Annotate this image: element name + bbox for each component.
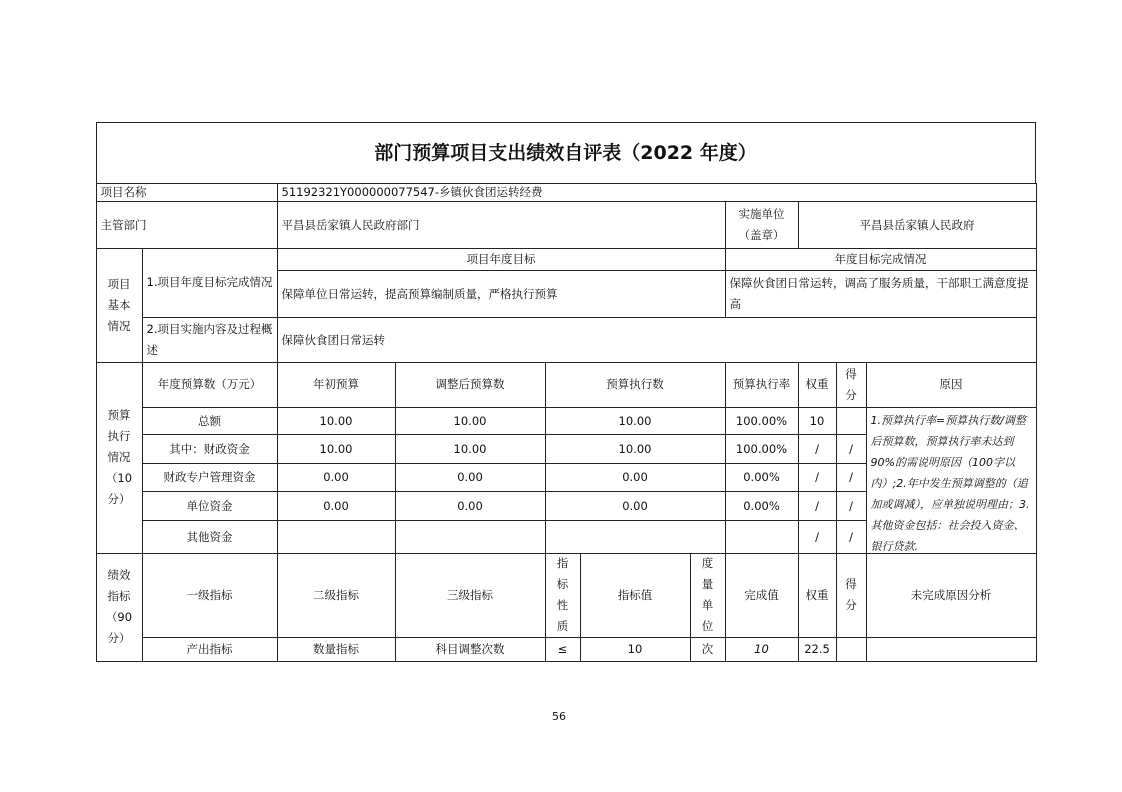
performance-header: 度 量 单 位 [690, 553, 726, 638]
performance-header: 一级指标 [142, 553, 278, 638]
performance-cell: 次 [690, 637, 726, 662]
budget-cell [725, 520, 799, 555]
performance-label: 绩效 指标 （90 分） [96, 553, 143, 662]
performance-header: 三级指标 [395, 553, 546, 638]
budget-cell: 10.00 [395, 434, 546, 464]
budget-cell: 10 [798, 407, 837, 435]
performance-header: 指 标 性 质 [545, 553, 581, 638]
dept-label: 主管部门 [96, 201, 278, 249]
budget-cell: 0.00% [725, 463, 799, 492]
performance-header: 得 分 [836, 553, 867, 638]
performance-cell: 数量指标 [277, 637, 396, 662]
budget-cell: 10.00 [277, 434, 396, 464]
basic-info-label: 项目 基本 情况 [96, 248, 143, 363]
performance-cell: 产出指标 [142, 637, 278, 662]
budget-cell: 10.00 [545, 407, 726, 435]
budget-header: 预算执行数 [545, 362, 726, 408]
performance-cell [836, 637, 867, 662]
budget-reason-note: 1.预算执行率=预算执行数/调整后预算数，预算执行率未达到90%的需说明原因（100字以内）;2.年中发生预算调整的（追加或调减），应单独说明理由；3.其他资金包括：社会投入资金、银行贷款. [866, 407, 1037, 554]
dept-value: 平昌县岳家镇人民政府部门 [277, 201, 726, 249]
budget-cell: 财政专户管理资金 [142, 463, 278, 492]
budget-cell: 0.00 [277, 491, 396, 521]
impl-unit-value: 平昌县岳家镇人民政府 [798, 201, 1037, 249]
performance-header: 未完成原因分析 [866, 553, 1037, 638]
budget-cell: / [798, 520, 837, 555]
budget-cell: / [836, 463, 867, 492]
budget-cell: 0.00 [545, 463, 726, 492]
item2-label: 2.项目实施内容及过程概述 [142, 317, 278, 363]
budget-cell [545, 520, 726, 555]
budget-cell: 0.00 [395, 491, 546, 521]
performance-header: 二级指标 [277, 553, 396, 638]
budget-label: 预算 执行 情况 （10 分） [96, 362, 143, 554]
budget-header: 年度预算数（万元） [142, 362, 278, 408]
performance-header: 完成值 [725, 553, 799, 638]
budget-cell: / [836, 520, 867, 555]
budget-cell: 10.00 [277, 407, 396, 435]
goal-text: 保障单位日常运转，提高预算编制质量，严格执行预算 [277, 270, 726, 318]
performance-cell: ≤ [545, 637, 581, 662]
budget-cell: 10.00 [545, 434, 726, 464]
performance-cell: 10 [725, 637, 799, 662]
budget-cell: / [836, 434, 867, 464]
budget-cell: / [836, 491, 867, 521]
budget-cell: 0.00 [395, 463, 546, 492]
budget-header: 预算执行率 [725, 362, 799, 408]
budget-header: 调整后预算数 [395, 362, 546, 408]
budget-header: 权重 [798, 362, 837, 408]
project-name-value: 51192321Y000000077547-乡镇伙食团运转经费 [277, 183, 1037, 202]
budget-cell: 其他资金 [142, 520, 278, 555]
budget-header: 年初预算 [277, 362, 396, 408]
budget-cell [836, 407, 867, 435]
project-name-label: 项目名称 [96, 183, 278, 202]
budget-cell: 100.00% [725, 407, 799, 435]
budget-cell [277, 520, 396, 555]
performance-cell: 10 [580, 637, 691, 662]
item1-label: 1.项目年度目标完成情况 [142, 248, 278, 318]
completion-text: 保障伙食团日常运转，调高了服务质量，干部职工满意度提高 [725, 270, 1037, 318]
budget-cell: 单位资金 [142, 491, 278, 521]
budget-cell: / [798, 491, 837, 521]
budget-cell: 总额 [142, 407, 278, 435]
item2-text: 保障伙食团日常运转 [277, 317, 1037, 363]
performance-header: 权重 [798, 553, 837, 638]
budget-header: 原因 [866, 362, 1037, 408]
impl-unit-label: 实施单位 （盖章） [725, 201, 799, 249]
budget-cell: 0.00% [725, 491, 799, 521]
performance-cell [866, 637, 1037, 662]
budget-cell: 100.00% [725, 434, 799, 464]
goal-header: 项目年度目标 [277, 248, 726, 271]
budget-cell [395, 520, 546, 555]
budget-cell: 0.00 [545, 491, 726, 521]
budget-cell: 0.00 [277, 463, 396, 492]
performance-cell: 科目调整次数 [395, 637, 546, 662]
budget-cell: / [798, 434, 837, 464]
budget-cell: / [798, 463, 837, 492]
performance-header: 指标值 [580, 553, 691, 638]
budget-cell: 其中：财政资金 [142, 434, 278, 464]
budget-cell: 10.00 [395, 407, 546, 435]
budget-header: 得 分 [836, 362, 867, 408]
page-number: 56 [552, 710, 566, 723]
performance-cell: 22.5 [798, 637, 837, 662]
completion-header: 年度目标完成情况 [725, 248, 1037, 271]
page-title: 部门预算项目支出绩效自评表（2022 年度） [96, 122, 1036, 184]
